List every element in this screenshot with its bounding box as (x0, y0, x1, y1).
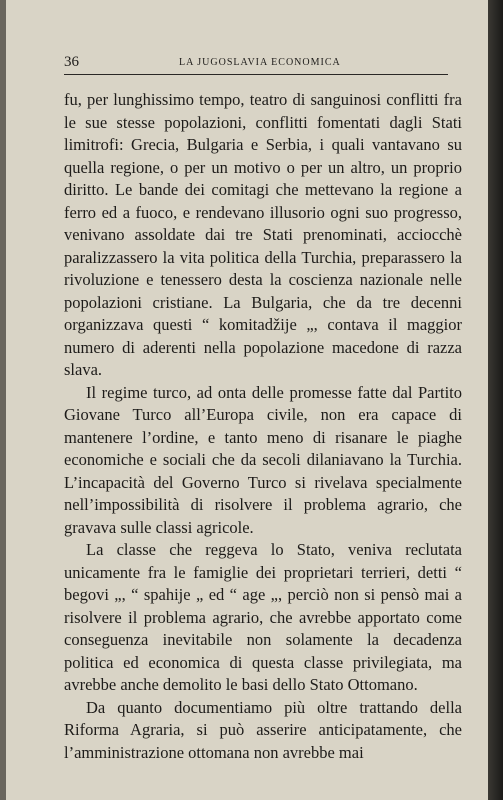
page-body (64, 89, 462, 764)
paragraph-3: La classe che reggeva lo Stato, veniva reclutata unicamente fra le famiglie dei proprietari terrieri, detti “ begovi „, “ spahije „ ed “ age „, perciò non si pensò mai a risolvere il problema agrario, che avrebbe apportato come conseguenza inevitabile non solamente la decadenza politica ed economica di questa classe privilegiata, ma avrebbe anche demolito le basi dello Stato Ottomano. (64, 540, 462, 694)
book-spine-shadow (488, 0, 503, 800)
paragraph-2: Il regime turco, ad onta delle promesse fatte dal Partito Giovane Turco all’Europa civile, non era capace di mantenere l’ordine, e tanto meno di risanare le piaghe economiche e sociali che da secoli dilaniavano la Turchia. L’incapacità del Governo Turco si rivelava specialmente nell’impossibilità di risolvere il problema agrario, che gravava sulle classi agricole. (64, 382, 462, 537)
page-number: 36 (64, 54, 79, 70)
paragraph-1: fu, per lunghissimo tempo, teatro di sanguinosi conflitti fra le sue stesse popolazioni, conflitti fomentati dagli Stati limitrofi: Grecia, Bulgaria e Serbia, i quali vantavano su quella regione, o per un motivo o per un altro, un proprio diritto. Le bande dei comitagi che mettevano la regione a ferro ed a fuoco, e rendevano illusorio ogni suo progresso, venivano assoldate dai tre Stati prenominati, acciocchè paralizzassero la vita politica della Turchia, preparassero la rivoluzione e tenessero desta la coscienza nazionale nelle popolazioni cristiane. La Bulgaria, che da tre decenni organizzava questi “ komitadžije „, contava il maggior numero di aderenti nella popolazione macedone di razza slava. (64, 90, 462, 379)
header-rule (64, 74, 448, 75)
page-header (64, 54, 454, 72)
book-page (6, 0, 488, 800)
running-title: LA JUGOSLAVIA ECONOMICA (179, 57, 341, 68)
paragraph-4: Da quanto documentiamo più oltre trattando della Riforma Agraria, si può asserire anticipatamente, che l’amministrazione ottomana non avrebbe mai (64, 697, 462, 762)
